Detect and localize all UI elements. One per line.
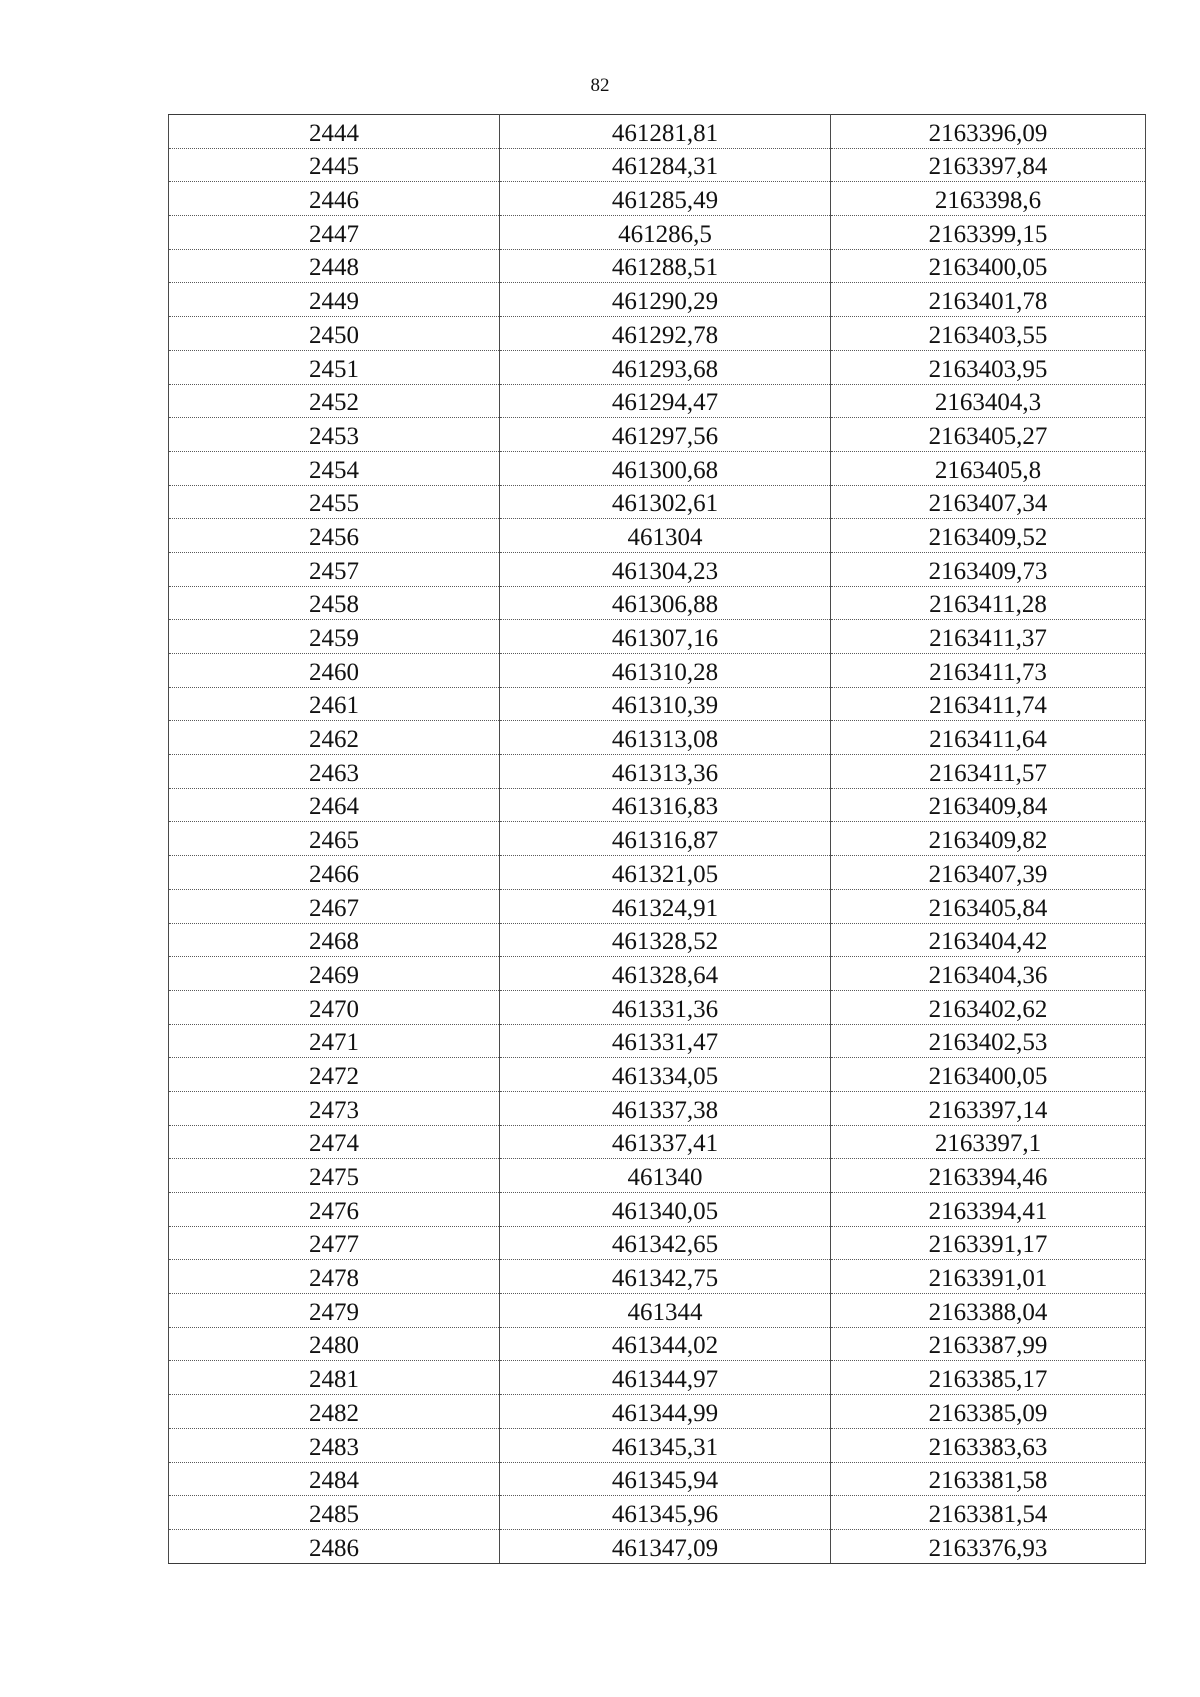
x-coordinate-cell: 461304 [500,519,831,553]
x-coordinate-cell: 461304,23 [500,552,831,586]
page-number: 82 [590,75,610,96]
point-number-cell: 2478 [169,1260,500,1294]
table-row [169,889,1146,923]
table-row [169,485,1146,519]
point-number-cell: 2475 [169,1159,500,1193]
point-number-cell: 2457 [169,552,500,586]
x-coordinate-cell: 461285,49 [500,182,831,216]
x-coordinate-cell: 461281,81 [500,115,831,149]
point-number-cell: 2471 [169,1024,500,1058]
table-row [169,1091,1146,1125]
x-coordinate-cell: 461284,31 [500,148,831,182]
table-row [169,1125,1146,1159]
y-coordinate-cell: 2163376,93 [831,1529,1146,1563]
point-number-cell: 2460 [169,654,500,688]
table-row [169,1327,1146,1361]
table-row [169,283,1146,317]
table-row [169,1462,1146,1496]
table-row [169,755,1146,789]
y-coordinate-cell: 2163383,63 [831,1428,1146,1462]
table-row [169,182,1146,216]
point-number-cell: 2444 [169,115,500,149]
x-coordinate-cell: 461310,28 [500,654,831,688]
x-coordinate-cell: 461288,51 [500,249,831,283]
point-number-cell: 2464 [169,788,500,822]
x-coordinate-cell: 461344,97 [500,1361,831,1395]
table-row [169,1193,1146,1227]
point-number-cell: 2483 [169,1428,500,1462]
y-coordinate-cell: 2163388,04 [831,1294,1146,1328]
point-number-cell: 2480 [169,1327,500,1361]
point-number-cell: 2469 [169,957,500,991]
y-coordinate-cell: 2163402,53 [831,1024,1146,1058]
table-row [169,687,1146,721]
x-coordinate-cell: 461300,68 [500,451,831,485]
x-coordinate-cell: 461344 [500,1294,831,1328]
point-number-cell: 2476 [169,1193,500,1227]
point-number-cell: 2461 [169,687,500,721]
x-coordinate-cell: 461306,88 [500,586,831,620]
table-row [169,1361,1146,1395]
point-number-cell: 2472 [169,1058,500,1092]
x-coordinate-cell: 461294,47 [500,384,831,418]
point-number-cell: 2448 [169,249,500,283]
y-coordinate-cell: 2163407,39 [831,856,1146,890]
x-coordinate-cell: 461328,52 [500,923,831,957]
table-row [169,317,1146,351]
y-coordinate-cell: 2163405,8 [831,451,1146,485]
y-coordinate-cell: 2163385,09 [831,1395,1146,1429]
point-number-cell: 2462 [169,721,500,755]
x-coordinate-cell: 461344,02 [500,1327,831,1361]
x-coordinate-cell: 461345,96 [500,1496,831,1530]
table-row [169,451,1146,485]
table-row [169,1496,1146,1530]
y-coordinate-cell: 2163397,84 [831,148,1146,182]
point-number-cell: 2451 [169,350,500,384]
x-coordinate-cell: 461297,56 [500,418,831,452]
table-row [169,788,1146,822]
table-row [169,923,1146,957]
table-row [169,552,1146,586]
point-number-cell: 2466 [169,856,500,890]
x-coordinate-cell: 461313,08 [500,721,831,755]
x-coordinate-cell: 461328,64 [500,957,831,991]
point-number-cell: 2486 [169,1529,500,1563]
x-coordinate-cell: 461345,94 [500,1462,831,1496]
table-row [169,1294,1146,1328]
y-coordinate-cell: 2163411,74 [831,687,1146,721]
y-coordinate-cell: 2163411,37 [831,620,1146,654]
y-coordinate-cell: 2163405,27 [831,418,1146,452]
table-row [169,1529,1146,1563]
table-row [169,249,1146,283]
x-coordinate-cell: 461313,36 [500,755,831,789]
point-number-cell: 2477 [169,1226,500,1260]
point-number-cell: 2481 [169,1361,500,1395]
y-coordinate-cell: 2163411,64 [831,721,1146,755]
x-coordinate-cell: 461347,09 [500,1529,831,1563]
point-number-cell: 2445 [169,148,500,182]
table-row [169,148,1146,182]
x-coordinate-cell: 461292,78 [500,317,831,351]
x-coordinate-cell: 461316,87 [500,822,831,856]
y-coordinate-cell: 2163409,73 [831,552,1146,586]
table-row [169,721,1146,755]
point-number-cell: 2454 [169,451,500,485]
x-coordinate-cell: 461293,68 [500,350,831,384]
table-row [169,957,1146,991]
x-coordinate-cell: 461345,31 [500,1428,831,1462]
coordinates-table-body [169,115,1146,1564]
y-coordinate-cell: 2163404,36 [831,957,1146,991]
table-row [169,350,1146,384]
x-coordinate-cell: 461290,29 [500,283,831,317]
point-number-cell: 2449 [169,283,500,317]
y-coordinate-cell: 2163394,46 [831,1159,1146,1193]
table-row [169,418,1146,452]
y-coordinate-cell: 2163401,78 [831,283,1146,317]
point-number-cell: 2452 [169,384,500,418]
point-number-cell: 2479 [169,1294,500,1328]
x-coordinate-cell: 461340 [500,1159,831,1193]
point-number-cell: 2473 [169,1091,500,1125]
y-coordinate-cell: 2163411,73 [831,654,1146,688]
y-coordinate-cell: 2163400,05 [831,249,1146,283]
table-row [169,1260,1146,1294]
point-number-cell: 2458 [169,586,500,620]
y-coordinate-cell: 2163404,3 [831,384,1146,418]
table-row [169,384,1146,418]
x-coordinate-cell: 461340,05 [500,1193,831,1227]
table-row [169,1058,1146,1092]
x-coordinate-cell: 461337,38 [500,1091,831,1125]
y-coordinate-cell: 2163409,52 [831,519,1146,553]
point-number-cell: 2468 [169,923,500,957]
x-coordinate-cell: 461321,05 [500,856,831,890]
y-coordinate-cell: 2163397,1 [831,1125,1146,1159]
y-coordinate-cell: 2163396,09 [831,115,1146,149]
y-coordinate-cell: 2163403,95 [831,350,1146,384]
y-coordinate-cell: 2163400,05 [831,1058,1146,1092]
table-row [169,1226,1146,1260]
table-row [169,1024,1146,1058]
x-coordinate-cell: 461342,65 [500,1226,831,1260]
x-coordinate-cell: 461331,47 [500,1024,831,1058]
table-row [169,654,1146,688]
y-coordinate-cell: 2163397,14 [831,1091,1146,1125]
table-row [169,216,1146,250]
y-coordinate-cell: 2163399,15 [831,216,1146,250]
x-coordinate-cell: 461334,05 [500,1058,831,1092]
point-number-cell: 2456 [169,519,500,553]
y-coordinate-cell: 2163391,17 [831,1226,1146,1260]
point-number-cell: 2463 [169,755,500,789]
x-coordinate-cell: 461302,61 [500,485,831,519]
y-coordinate-cell: 2163407,34 [831,485,1146,519]
coordinates-table [168,114,1146,1564]
y-coordinate-cell: 2163381,58 [831,1462,1146,1496]
table-row [169,990,1146,1024]
point-number-cell: 2459 [169,620,500,654]
table-row [169,856,1146,890]
point-number-cell: 2465 [169,822,500,856]
point-number-cell: 2484 [169,1462,500,1496]
point-number-cell: 2485 [169,1496,500,1530]
y-coordinate-cell: 2163385,17 [831,1361,1146,1395]
table-row [169,1395,1146,1429]
y-coordinate-cell: 2163402,62 [831,990,1146,1024]
y-coordinate-cell: 2163404,42 [831,923,1146,957]
y-coordinate-cell: 2163391,01 [831,1260,1146,1294]
point-number-cell: 2470 [169,990,500,1024]
table-row [169,620,1146,654]
y-coordinate-cell: 2163411,28 [831,586,1146,620]
x-coordinate-cell: 461316,83 [500,788,831,822]
table-row [169,115,1146,149]
y-coordinate-cell: 2163398,6 [831,182,1146,216]
point-number-cell: 2474 [169,1125,500,1159]
y-coordinate-cell: 2163387,99 [831,1327,1146,1361]
table-row [169,1428,1146,1462]
y-coordinate-cell: 2163381,54 [831,1496,1146,1530]
table-row [169,822,1146,856]
y-coordinate-cell: 2163409,84 [831,788,1146,822]
table-row [169,519,1146,553]
x-coordinate-cell: 461344,99 [500,1395,831,1429]
point-number-cell: 2455 [169,485,500,519]
point-number-cell: 2447 [169,216,500,250]
point-number-cell: 2446 [169,182,500,216]
x-coordinate-cell: 461307,16 [500,620,831,654]
x-coordinate-cell: 461337,41 [500,1125,831,1159]
y-coordinate-cell: 2163409,82 [831,822,1146,856]
point-number-cell: 2450 [169,317,500,351]
point-number-cell: 2453 [169,418,500,452]
y-coordinate-cell: 2163394,41 [831,1193,1146,1227]
table-row [169,1159,1146,1193]
point-number-cell: 2467 [169,889,500,923]
y-coordinate-cell: 2163403,55 [831,317,1146,351]
x-coordinate-cell: 461342,75 [500,1260,831,1294]
x-coordinate-cell: 461324,91 [500,889,831,923]
x-coordinate-cell: 461310,39 [500,687,831,721]
y-coordinate-cell: 2163411,57 [831,755,1146,789]
table-row [169,586,1146,620]
point-number-cell: 2482 [169,1395,500,1429]
y-coordinate-cell: 2163405,84 [831,889,1146,923]
x-coordinate-cell: 461331,36 [500,990,831,1024]
x-coordinate-cell: 461286,5 [500,216,831,250]
